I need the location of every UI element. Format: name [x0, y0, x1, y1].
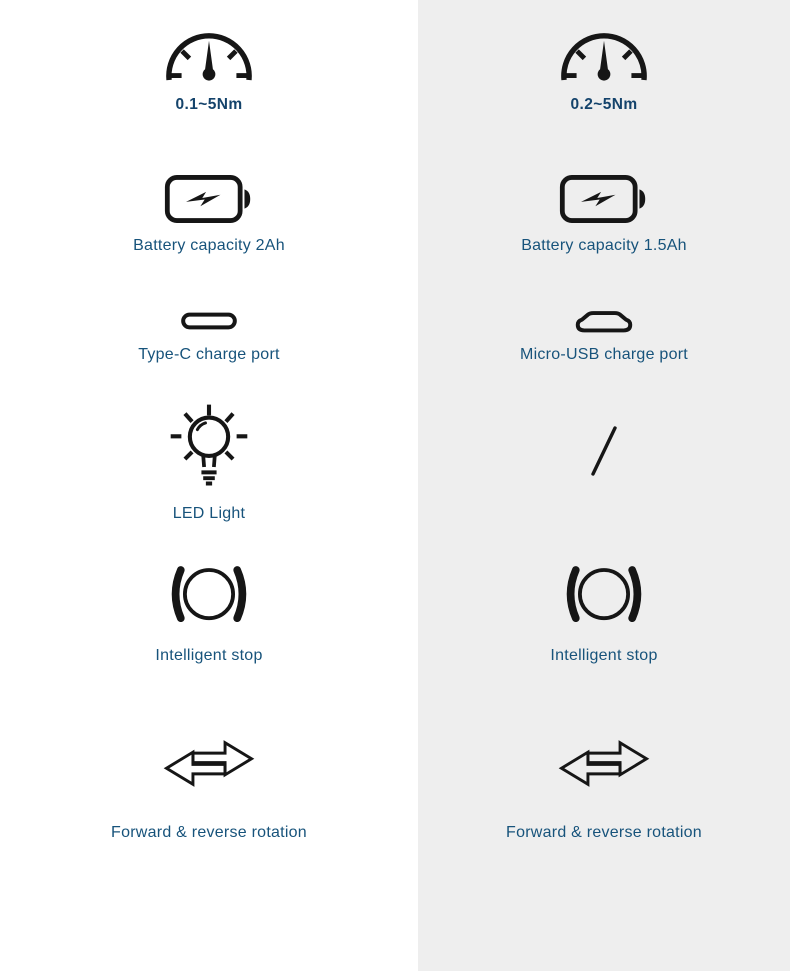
micro-usb-port-icon — [574, 308, 634, 335]
feature-stop-left — [0, 560, 418, 665]
row-charge-port — [0, 306, 790, 364]
feature-battery-left — [0, 165, 418, 255]
forward-reverse-icon — [157, 721, 261, 806]
slash-icon — [584, 421, 624, 481]
feature-port-left — [0, 306, 418, 364]
type-c-port-icon — [180, 310, 238, 332]
feature-label: Type-C charge port — [138, 346, 280, 363]
gauge-icon — [557, 23, 651, 86]
feature-label: LED Light — [172, 505, 246, 522]
feature-label: Intelligent stop — [155, 647, 263, 664]
feature-label: Forward & reverse rotation — [506, 824, 702, 841]
row-torque — [0, 22, 790, 115]
row-intelligent-stop — [0, 560, 790, 665]
feature-label: Forward & reverse rotation — [111, 824, 307, 841]
feature-label: Battery capacity 1.5Ah — [521, 237, 687, 254]
feature-label: Battery capacity 2Ah — [133, 237, 285, 254]
feature-label: 0.2~5Nm — [570, 96, 638, 113]
feature-label: Intelligent stop — [550, 647, 658, 664]
forward-reverse-icon — [552, 721, 656, 806]
feature-led-right — [418, 402, 790, 523]
battery-icon — [558, 171, 650, 227]
row-led-light — [0, 402, 790, 523]
feature-battery-right — [418, 165, 790, 255]
feature-torque-right — [418, 22, 790, 115]
feature-stop-right — [418, 560, 790, 665]
feature-port-right — [418, 306, 790, 364]
feature-label: 0.1~5Nm — [175, 96, 243, 113]
gauge-icon — [162, 23, 256, 86]
feature-label: Micro-USB charge port — [520, 346, 688, 363]
feature-rotation-right — [418, 720, 790, 842]
row-battery — [0, 165, 790, 255]
battery-icon — [163, 171, 255, 227]
feature-torque-left — [0, 22, 418, 115]
intelligent-stop-icon — [554, 560, 654, 630]
light-bulb-icon — [164, 402, 254, 500]
row-rotation — [0, 720, 790, 842]
intelligent-stop-icon — [159, 560, 259, 630]
feature-led-left — [0, 402, 418, 523]
feature-rotation-left — [0, 720, 418, 842]
